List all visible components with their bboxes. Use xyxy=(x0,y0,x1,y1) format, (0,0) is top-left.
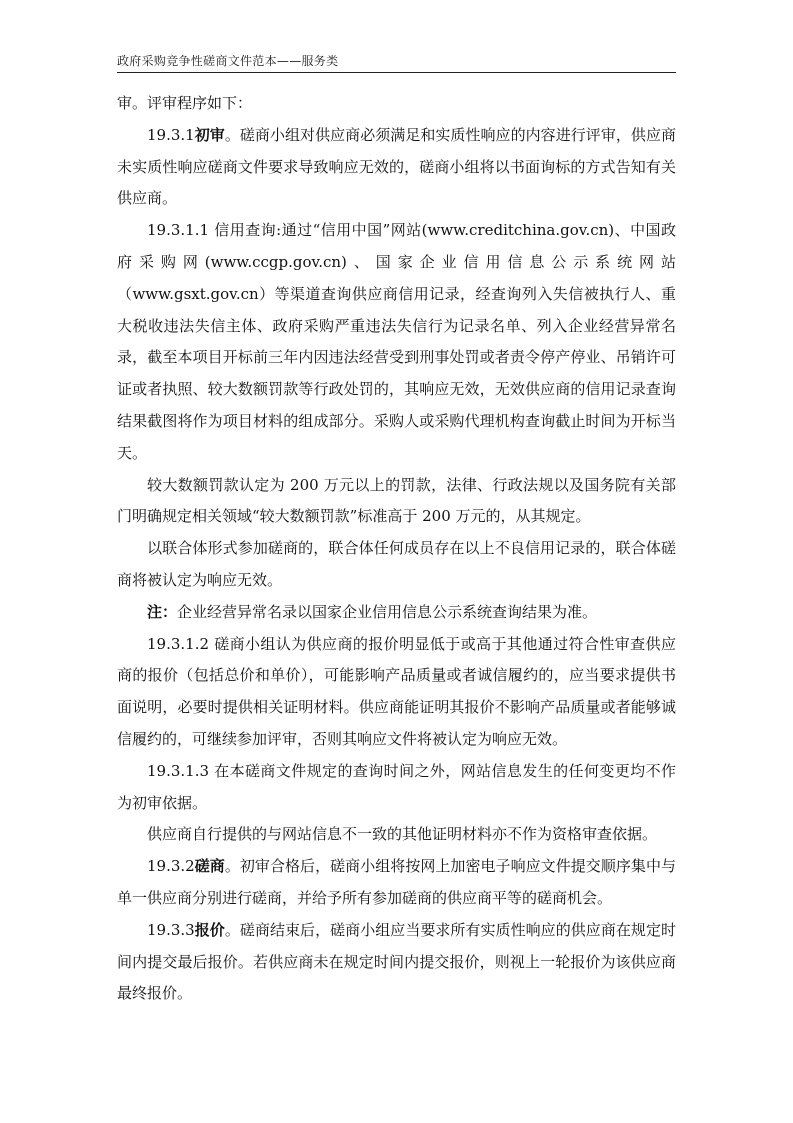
paragraph-self-provided-materials: 供应商自行提供的与网站信息不一致的其他证明材料亦不作为资格审查依据。 xyxy=(147,825,658,844)
clause-number: 19.3.2 xyxy=(147,857,195,876)
paragraph-review-procedure: 审。评审程序如下： xyxy=(117,94,253,112)
header-rule xyxy=(117,72,676,73)
clause-body: 。磋商小组对供应商必须满足和实质性响应的内容进行评审，供应商未实质性响应磋商文件要求导致响应无效的，磋商小组将以书面询标的方式告知有关供应商。 xyxy=(117,125,676,208)
note-label: 注： xyxy=(147,602,178,621)
paragraph-negotiation xyxy=(117,851,676,915)
clause-heading-quotation: 报价 xyxy=(194,920,225,939)
paragraph-quotation xyxy=(117,915,676,1010)
paragraph-initial-review xyxy=(117,120,676,215)
clause-heading-negotiation: 磋商 xyxy=(194,857,225,876)
paragraph-credit-check: 19.3.1.1 信用查询:通过“信用中国”网站(www.creditchina.gov.cn)、中国政府采购网(www.ccgp.gov.cn)、国家企业信用信息公示系统网站（www.gsxt.gov.cn）等渠道查询供应商信用记录，经查询列入失信被执行人、重大税收违法失信主体、政府采购严重违法失信行为记录名单、列入企业经营异常名录，截至本项目开标前三年内因违法经营受到刑事处罚或者责令停产停业、吊销许可证或者执照、较大数额罚款等行政处罚的，其响应无效，无效供应商的信用记录查询结果截图将作为项目材料的组成部分。采购人或采购代理机构查询截止时间为开标当天。 xyxy=(117,221,676,462)
clause-body: 。磋商结束后，磋商小组应当要求所有实质性响应的供应商在规定时间内提交最后报价。若供应商未在规定时间内提交报价，则视上一轮报价为该供应商最终报价。 xyxy=(117,920,676,1003)
clause-number: 19.3.1 xyxy=(147,125,195,144)
document-body xyxy=(117,88,676,1010)
paragraph-note xyxy=(117,597,676,629)
paragraph-large-fine: 较大数额罚款认定为 200 万元以上的罚款，法律、行政法规以及国务院有关部门明确规定相关领域“较大数额罚款”标准高于 200 万元的，从其规定。 xyxy=(117,475,676,526)
clause-number: 19.3.3 xyxy=(147,920,195,939)
paragraph-abnormal-price: 19.3.1.2 磋商小组认为供应商的报价明显低于或高于其他通过符合性审查供应商的报价（包括总价和单价），可能影响产品质量或者诚信履约的，应当要求提供书面说明，必要时提供相关证明材料。供应商能证明其报价不影响产品质量或者能够诚信履约的，可继续参加评审，否则其响应文件将被认定为响应无效。 xyxy=(117,634,676,748)
clause-body: 。初审合格后，磋商小组将按网上加密电子响应文件提交顺序集中与单一供应商分别进行磋商，并给予所有参加磋商的供应商平等的磋商机会。 xyxy=(117,857,676,907)
paragraph-query-time: 19.3.1.3 在本磋商文件规定的查询时间之外，网站信息发生的任何变更均不作为初审依据。 xyxy=(117,761,676,812)
running-header: 政府采购竞争性磋商文件范本——服务类 xyxy=(117,54,339,68)
paragraph-consortium: 以联合体形式参加磋商的，联合体任何成员存在以上不良信用记录的，联合体磋商将被认定为响应无效。 xyxy=(117,539,676,589)
clause-heading-initial-review: 初审 xyxy=(194,125,225,144)
note-body: 企业经营异常名录以国家企业信用信息公示系统查询结果为准。 xyxy=(177,602,598,621)
